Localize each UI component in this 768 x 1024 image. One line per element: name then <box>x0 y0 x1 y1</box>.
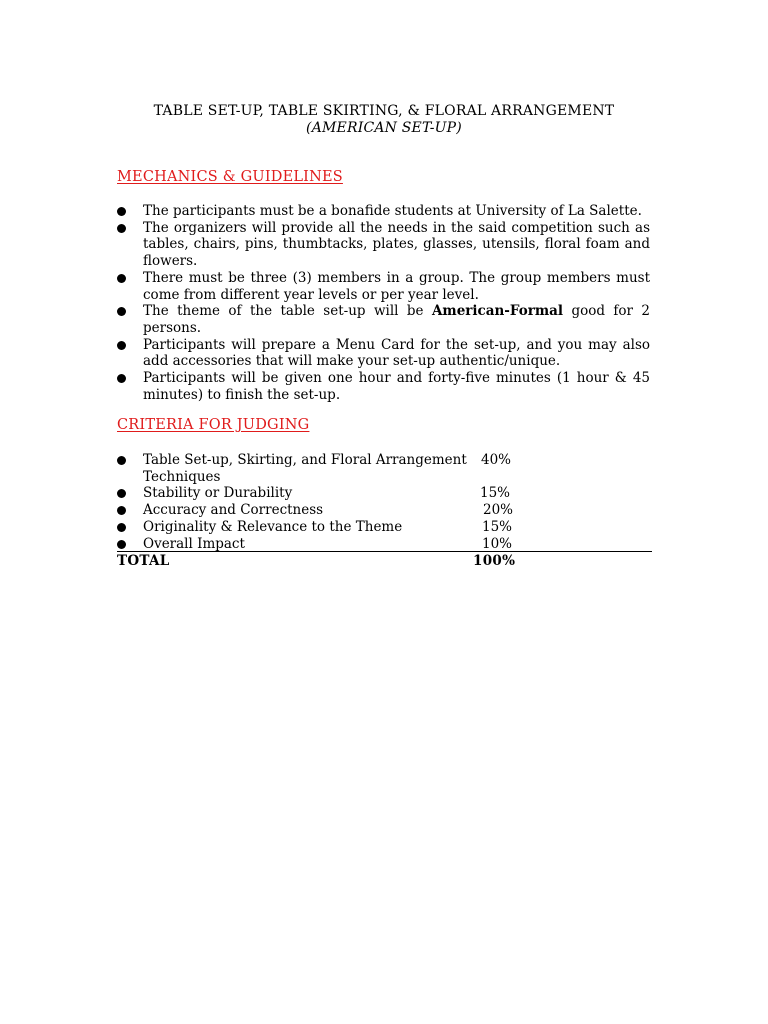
bullet-icon <box>117 341 126 350</box>
theme-name: American-Formal <box>431 303 564 320</box>
criteria-item <box>117 502 652 519</box>
total-row <box>117 551 652 570</box>
list-item <box>117 303 650 336</box>
list-item-text-before: The theme of the table set-up will be <box>143 303 424 320</box>
bullet-icon <box>117 456 126 465</box>
criteria-percent: 40% <box>481 452 512 468</box>
bullet-icon <box>117 540 126 549</box>
criteria-name: Table Set-up, Skirting, and Floral Arrangement Techniques <box>143 452 467 485</box>
mechanics-list <box>117 203 650 403</box>
list-item <box>117 270 650 303</box>
criteria-item <box>117 519 652 536</box>
list-item <box>117 370 650 403</box>
criteria-percent: 10% <box>482 535 513 552</box>
bullet-icon <box>117 506 126 515</box>
list-item <box>117 220 650 270</box>
bullet-icon <box>117 307 126 316</box>
total-percent: 100% <box>473 553 516 569</box>
document-title <box>0 103 768 137</box>
list-item <box>117 203 650 220</box>
bullet-icon <box>117 224 126 233</box>
criteria-name: Originality & Relevance to the Theme <box>143 518 403 535</box>
list-item-text-after: good for 2 persons. <box>143 303 650 336</box>
bullet-icon <box>117 523 126 532</box>
criteria-name: Stability or Durability <box>143 485 293 502</box>
criteria-heading: CRITERIA FOR JUDGING <box>117 417 310 433</box>
list-item-text: The participants must be a bonafide students at University of La Salette. <box>143 203 642 219</box>
bullet-icon <box>117 489 126 498</box>
bullet-icon <box>117 274 126 283</box>
criteria-name: Accuracy and Correctness <box>143 502 324 519</box>
total-label: TOTAL <box>117 553 170 569</box>
document-subtitle: (AMERICAN SET-UP) <box>306 120 462 136</box>
title-text: TABLE SET-UP, TABLE SKIRTING, & FLORAL ARRANGEMENT <box>153 103 615 119</box>
list-item-text: Participants will prepare a Menu Card for the set-up, and you may also add accessories that will make your set-up authentic/unique. <box>143 336 650 370</box>
criteria-item <box>117 536 652 553</box>
list-item-text: There must be three (3) members in a group. The group members must come from different year levels or per year level. <box>143 269 650 303</box>
bullet-icon <box>117 374 126 383</box>
criteria-name: Overall Impact <box>143 535 245 552</box>
mechanics-heading: MECHANICS & GUIDELINES <box>117 169 343 185</box>
criteria-item <box>117 485 652 502</box>
bullet-icon <box>117 207 126 216</box>
criteria-percent: 15% <box>482 518 513 535</box>
list-item-text: Participants will be given one hour and forty-five minutes (1 hour & 45 minutes) to finish the set-up. <box>143 370 650 403</box>
criteria-item <box>117 452 652 485</box>
list-item <box>117 337 650 370</box>
criteria-list <box>117 452 652 552</box>
list-item-text: The organizers will provide all the needs in the said competition such as tables, chairs, pins, thumbtacks, plates, glasses, utensils, floral foam and flowers. <box>143 219 650 270</box>
criteria-percent: 15% <box>480 485 511 502</box>
criteria-percent: 20% <box>483 502 514 519</box>
